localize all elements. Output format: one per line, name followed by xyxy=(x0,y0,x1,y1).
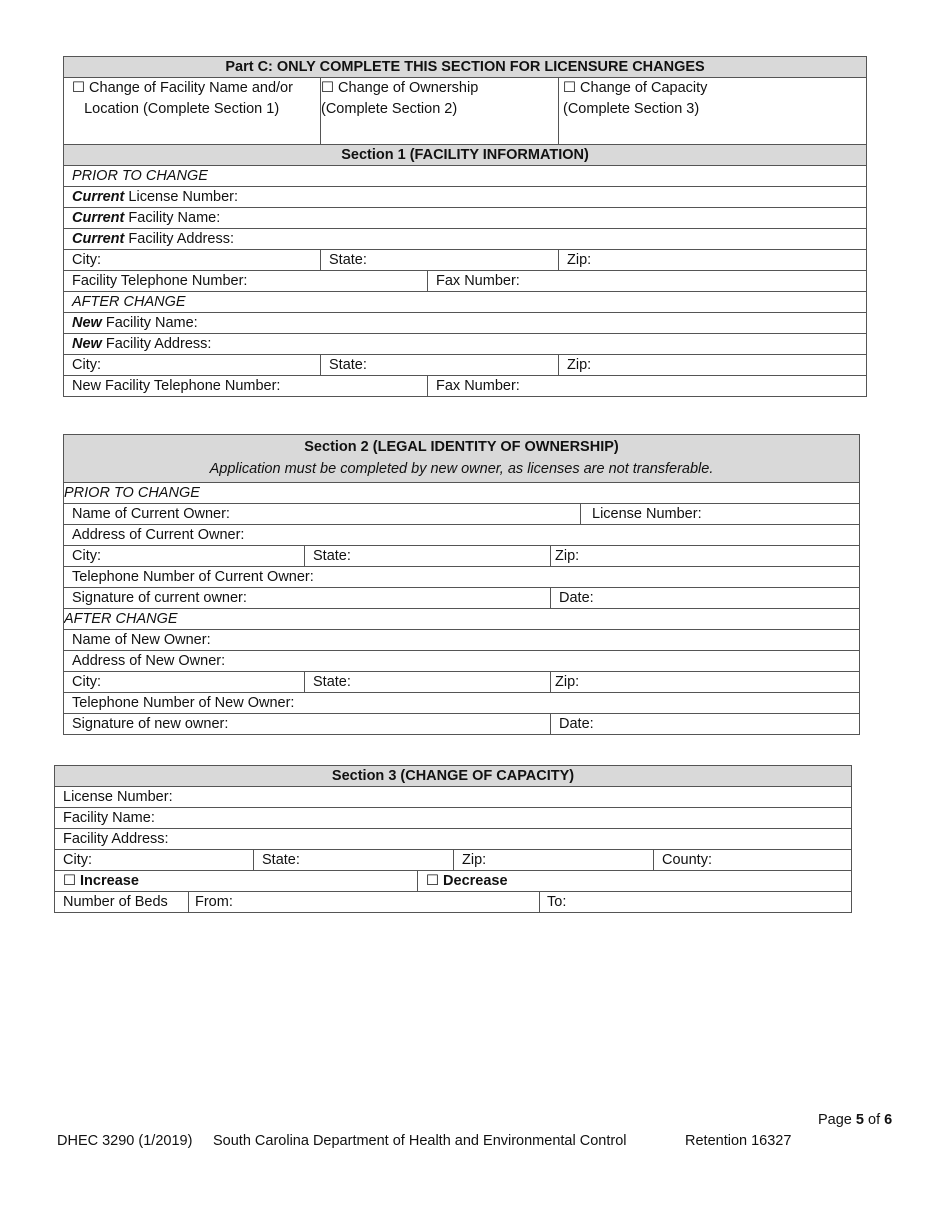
s2-current-owner-name-field[interactable]: Name of Current Owner: xyxy=(64,504,581,525)
s3-decrease-option[interactable]: ☐ Decrease xyxy=(418,871,852,892)
part-c-section1-table xyxy=(63,56,867,397)
s3-county-field[interactable]: County: xyxy=(654,850,852,871)
part-c-title: Part C: ONLY COMPLETE THIS SECTION FOR LICENSURE CHANGES xyxy=(64,57,867,78)
s3-zip-field[interactable]: Zip: xyxy=(454,850,654,871)
s1-fax-field[interactable]: Fax Number: xyxy=(428,271,867,292)
s1-state-field[interactable]: State: xyxy=(321,250,559,271)
s1-current-license-field[interactable]: Current License Number: xyxy=(64,187,867,208)
section3-title: Section 3 (CHANGE OF CAPACITY) xyxy=(55,766,852,787)
s1-zip-field[interactable]: Zip: xyxy=(559,250,867,271)
s2-prior-label: PRIOR TO CHANGE xyxy=(64,483,860,504)
s3-city-field[interactable]: City: xyxy=(55,850,254,871)
section2-table xyxy=(63,434,860,735)
s1-city-field[interactable]: City: xyxy=(64,250,321,271)
page-number: Page 5 of 6 xyxy=(818,1112,893,1128)
s3-beds-from-field[interactable]: From: xyxy=(189,892,540,913)
s1-prior-label: PRIOR TO CHANGE xyxy=(64,166,867,187)
checkbox-icon[interactable]: ☐ xyxy=(72,80,85,96)
checkbox-icon[interactable]: ☐ xyxy=(63,873,76,889)
s2-new-zip-field[interactable]: Zip: xyxy=(551,672,860,693)
s1-new-facility-name-field[interactable]: New Facility Name: xyxy=(64,313,867,334)
s3-number-of-beds-label: Number of Beds xyxy=(55,892,189,913)
s3-license-number-field[interactable]: License Number: xyxy=(55,787,852,808)
s1-new-facility-address-field[interactable]: New Facility Address: xyxy=(64,334,867,355)
section2-header xyxy=(64,435,860,483)
s2-new-state-field[interactable]: State: xyxy=(305,672,551,693)
s1-new-city-field[interactable]: City: xyxy=(64,355,321,376)
s3-increase-option[interactable]: ☐ Increase xyxy=(55,871,418,892)
s2-current-date-field[interactable]: Date: xyxy=(551,588,860,609)
s2-new-city-field[interactable]: City: xyxy=(64,672,305,693)
s1-telephone-field[interactable]: Facility Telephone Number: xyxy=(64,271,428,292)
s2-zip-field[interactable]: Zip: xyxy=(551,546,860,567)
s2-state-field[interactable]: State: xyxy=(305,546,551,567)
section2-subtitle: Application must be completed by new owner, as licenses are not transferable. xyxy=(209,461,714,477)
s2-new-owner-signature-field[interactable]: Signature of new owner: xyxy=(64,714,551,735)
s2-new-owner-phone-field[interactable]: Telephone Number of New Owner: xyxy=(64,693,860,714)
s2-city-field[interactable]: City: xyxy=(64,546,305,567)
s2-after-label: AFTER CHANGE xyxy=(64,609,860,630)
footer-agency: South Carolina Department of Health and Environmental Control xyxy=(213,1133,627,1149)
s2-current-owner-address-field[interactable]: Address of Current Owner: xyxy=(64,525,860,546)
footer-form-id: DHEC 3290 (1/2019) xyxy=(57,1133,193,1149)
s1-current-facility-name-field[interactable]: Current Facility Name: xyxy=(64,208,867,229)
section3-table xyxy=(54,765,852,913)
s2-license-number-field[interactable]: License Number: xyxy=(581,504,860,525)
s3-facility-address-field[interactable]: Facility Address: xyxy=(55,829,852,850)
change-facility-name-option[interactable]: ☐ Change of Facility Name and/or Location (Complete Section 1) xyxy=(64,78,321,145)
s2-current-owner-signature-field[interactable]: Signature of current owner: xyxy=(64,588,551,609)
s3-beds-to-field[interactable]: To: xyxy=(540,892,852,913)
s2-new-owner-address-field[interactable]: Address of New Owner: xyxy=(64,651,860,672)
s1-new-state-field[interactable]: State: xyxy=(321,355,559,376)
s1-new-telephone-field[interactable]: New Facility Telephone Number: xyxy=(64,376,428,397)
section2-title: Section 2 (LEGAL IDENTITY OF OWNERSHIP) xyxy=(304,439,619,455)
s1-new-fax-field[interactable]: Fax Number: xyxy=(428,376,867,397)
change-capacity-option[interactable]: ☐ Change of Capacity (Complete Section 3) xyxy=(559,78,867,145)
section1-title: Section 1 (FACILITY INFORMATION) xyxy=(64,145,867,166)
s2-new-date-field[interactable]: Date: xyxy=(551,714,860,735)
checkbox-icon[interactable]: ☐ xyxy=(563,80,576,96)
s1-current-facility-address-field[interactable]: Current Facility Address: xyxy=(64,229,867,250)
s2-new-owner-name-field[interactable]: Name of New Owner: xyxy=(64,630,860,651)
s3-state-field[interactable]: State: xyxy=(254,850,454,871)
footer-retention: Retention 16327 xyxy=(685,1133,792,1149)
s1-new-zip-field[interactable]: Zip: xyxy=(559,355,867,376)
s2-current-owner-phone-field[interactable]: Telephone Number of Current Owner: xyxy=(64,567,860,588)
s3-facility-name-field[interactable]: Facility Name: xyxy=(55,808,852,829)
s1-after-label: AFTER CHANGE xyxy=(64,292,867,313)
checkbox-icon[interactable]: ☐ xyxy=(321,80,334,96)
change-ownership-option[interactable]: ☐ Change of Ownership (Complete Section 2) xyxy=(321,78,559,145)
checkbox-icon[interactable]: ☐ xyxy=(426,873,439,889)
